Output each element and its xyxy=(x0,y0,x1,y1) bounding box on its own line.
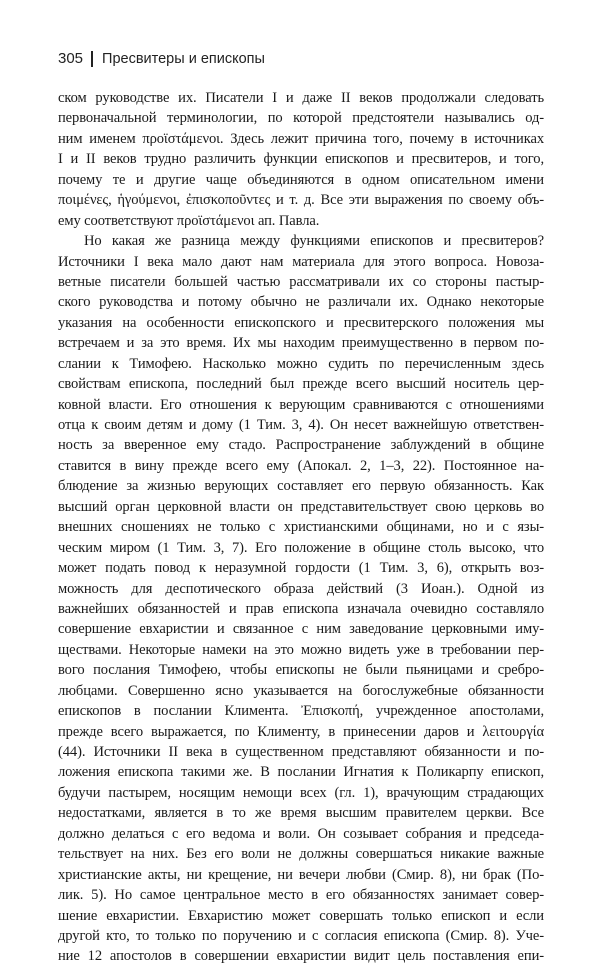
text-line: ложения епископа такими же. В послании Игнатия к Поликарпу епископ, xyxy=(58,764,544,781)
text-line: христианские акты, ни крещение, ни вечери любви (Смир. 8), ни брак (По- xyxy=(58,866,544,883)
text-line: ветные писатели большей частью рассматривали их со стороны пастыр- xyxy=(58,273,544,290)
text-line: почему те и другие чаще объединяются в одном описательном имени xyxy=(58,171,544,188)
text-line: высший орган церковной власти он представительствует свою церковь во xyxy=(58,498,544,515)
header-divider xyxy=(91,51,93,67)
running-header xyxy=(58,50,265,67)
text-line: ществами. Некоторые намеки на это можно видеть уже в требовании пер- xyxy=(58,641,544,658)
text-line: первоначальной терминологии, по которой предстоятели назывались од- xyxy=(58,110,544,127)
text-line: любцами. Совершенно ясно указывается на богослужебные обязанности xyxy=(58,682,544,699)
text-line: тельствует на них. Без его воли не должны совершаться никакие важные xyxy=(58,846,544,863)
text-line: встречаем и за это время. Их мы находим преимущественно в первом по- xyxy=(58,335,544,352)
page-number: 305 xyxy=(58,50,84,67)
text-line: лик. 5). Но самое центральное место в его обязанностях занимает совер- xyxy=(58,887,544,904)
text-line: свойствам епископа, последний был прежде всего высший носитель цер- xyxy=(58,376,544,393)
text-line: вого послания Тимофею, чтобы епископы не были пьяницами и сребро- xyxy=(58,662,544,679)
text-line: (44). Источники II века в существенном представляют обязанности и по- xyxy=(58,744,544,760)
text-line: Источники I века мало дают нам материала для этого вопроса. Новоза- xyxy=(58,253,544,270)
text-line: важнейших обязанностей и прав епископа изначала очевидно составляло xyxy=(58,600,544,617)
text-line: внешних сношениях не только с христианскими общинами, но и с язы- xyxy=(58,519,544,536)
text-line: другой кто, то только по поручению и с согласия епископа (Смир. 8). Уче- xyxy=(58,927,544,944)
text-line: ставится в вину прежде всего ему (Апокал. 2, 1–3, 22). Постоянное на- xyxy=(58,457,544,474)
text-line: ского руководства и потому обычно не различали их. Однако некоторые xyxy=(58,294,544,311)
text-line: будучи пастырем, носящим немощи всех (гл. 1), врачующим страдающих xyxy=(58,784,544,801)
text-line: указания на особенности епископского и пресвитерского положения мы xyxy=(58,314,544,331)
text-line: I и II веков трудно различить функции епископов и пресвитеров, и того, xyxy=(58,151,544,168)
text-line: ему соответствуют προϊστάμενοι ап. Павла. xyxy=(58,212,320,229)
text-line: ним именем προϊστάμενοι. Здесь лежит причина того, почему в источниках xyxy=(58,130,544,147)
text-line: прежде всего выражается, по Клименту, в принесении даров и λειτουργία xyxy=(58,723,544,740)
text-line: шение евхаристии. Евхаристию может совершать только епископ и если xyxy=(58,907,544,924)
text-line: ποιμένες, ἡγούμενοι, ἐπισκοποῦντες и т. д. Все эти выражения по своему объ- xyxy=(58,192,544,209)
text-line: ность за вверенное ему стадо. Распространение заблуждений в общине xyxy=(58,437,544,454)
text-line: можность для деспотического образа действий (3 Иоан.). Одной из xyxy=(58,580,544,597)
text-line: должно делаться с его ведома и воли. Он созывает собрания и председа- xyxy=(58,825,544,842)
text-line: может подать повод к неразумной гордости (1 Тим. 3, 6), открыть воз- xyxy=(58,560,544,577)
text-line: ковной власти. Его отношения к верующим сравниваются с отношениями xyxy=(58,396,544,413)
text-line: недостатками, является в то же время высшим правителем церкви. Все xyxy=(58,805,544,822)
running-title: Пресвитеры и епископы xyxy=(102,50,265,67)
text-line: епископов в послании Климента. Ἐπισκοπή, учрежденное апостолами, xyxy=(58,703,544,720)
text-line: отца к своим детям и дому (1 Тим. 3, 4). Он несет важнейшую ответствен- xyxy=(58,417,544,433)
text-line: блюдение за жизнью верующих составляет его первую обязанность. Как xyxy=(58,478,544,495)
text-line: ческим миром (1 Тим. 3, 7). Его положение в общине столь высоко, что xyxy=(58,539,544,556)
text-line: ском руководстве их. Писатели I и даже II веков продолжали следовать xyxy=(58,90,544,106)
body-text xyxy=(58,88,544,967)
text-line: ние 12 апостолов в совершении евхаристии видит цель поставления епи- xyxy=(58,948,544,965)
text-line: Но какая же разница между функциями епископов и пресвитеров? xyxy=(84,233,544,250)
text-line: слании к Тимофею. Насколько можно судить по перечисленным здесь xyxy=(58,355,544,372)
text-line: совершение евхаристии и связанное с ним заведование церковными иму- xyxy=(58,621,544,638)
